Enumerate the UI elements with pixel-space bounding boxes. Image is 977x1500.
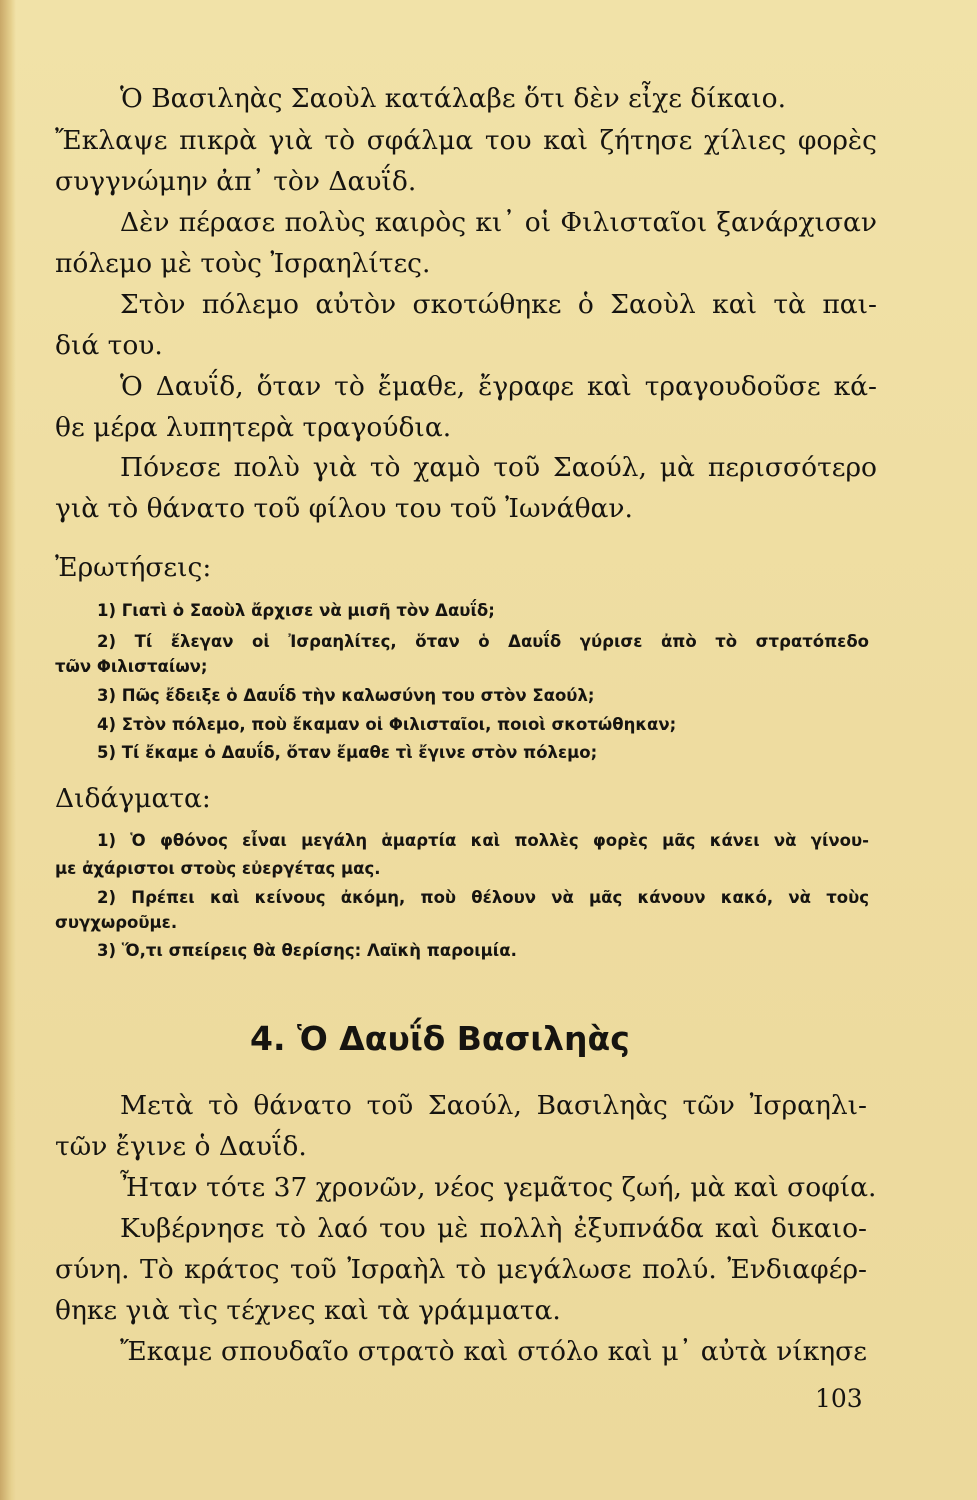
chapter-line-1: Μετὰ τὸ θάνατο τοῦ Σαούλ, Βασιληὰς τῶν Ἰσραηλι- (120, 1090, 867, 1121)
lesson-3: 3) Ὅ,τι σπείρεις θὰ θερίσης: Λαϊκὴ παροιμία. (97, 941, 517, 960)
chapter-line-3: Ἦταν τότε 37 χρονῶν, νέος γεμᾶτος ζωή, μὰ καὶ σοφία. (120, 1172, 877, 1203)
question-3: 3) Πῶς ἔδειξε ὁ Δαυΐδ τὴν καλωσύνη του στὸν Σαούλ; (97, 686, 595, 705)
chapter-line-7: Ἔκαμε σπουδαῖο στρατὸ καὶ στόλο καὶ μ᾿ αὐτὰ νίκησε (120, 1336, 867, 1367)
narrative-line-1: Ὁ Βασιληὰς Σαοὺλ κατάλαβε ὅτι δὲν εἶχε δίκαιο. (120, 83, 787, 114)
page-number: 103 (815, 1384, 863, 1413)
question-2-cont: τῶν Φιλισταίων; (55, 657, 208, 676)
narrative-line-4: Δὲν πέρασε πολὺς καιρὸς κι᾿ οἱ Φιλισταῖοι ξανάρχισαν (120, 207, 877, 238)
narrative-line-11: γιὰ τὸ θάνατο τοῦ φίλου του τοῦ Ἰωνάθαν. (55, 493, 633, 524)
lesson-1: 1) Ὁ φθόνος εἶναι μεγάλη ἁμαρτία καὶ πολλὲς φορὲς μᾶς κάνει νὰ γίνου- (97, 831, 869, 850)
question-4: 4) Στὸν πόλεμο, ποὺ ἔκαμαν οἱ Φιλισταῖοι, ποιοὶ σκοτώθηκαν; (97, 715, 677, 734)
lesson-2-cont: συγχωροῦμε. (55, 913, 178, 932)
chapter-heading: 4. Ὁ Δαυΐδ Βασιληὰς (250, 1019, 630, 1058)
narrative-line-7: διά του. (55, 330, 163, 361)
narrative-line-5: πόλεμο μὲ τοὺς Ἰσραηλίτες. (55, 248, 431, 279)
narrative-line-6: Στὸν πόλεμο αὐτὸν σκοτώθηκε ὁ Σαοὺλ καὶ τὰ παι- (120, 289, 877, 320)
lesson-2: 2) Πρέπει καὶ κείνους ἀκόμη, ποὺ θέλουν νὰ μᾶς κάνουν κακό, νὰ τοὺς (97, 888, 869, 907)
narrative-line-8: Ὁ Δαυΐδ, ὅταν τὸ ἔμαθε, ἔγραφε καὶ τραγουδοῦσε κά- (120, 371, 877, 402)
lesson-1-cont: με ἀχάριστοι στοὺς εὐεργέτας μας. (55, 859, 381, 878)
chapter-line-6: θηκε γιὰ τὶς τέχνες καὶ τὰ γράμματα. (55, 1295, 561, 1326)
narrative-line-3: συγγνώμην ἀπ᾿ τὸν Δαυΐδ. (55, 166, 417, 197)
chapter-line-4: Κυβέρνησε τὸ λαό του μὲ πολλὴ ἐξυπνάδα καὶ δικαιο- (120, 1213, 867, 1244)
page-edge-shadow (0, 0, 16, 1500)
chapter-line-2: τῶν ἔγινε ὁ Δαυΐδ. (55, 1131, 307, 1162)
chapter-line-5: σύνη. Τὸ κράτος τοῦ Ἰσραὴλ τὸ μεγάλωσε πολύ. Ἐνδιαφέρ- (55, 1254, 867, 1285)
narrative-line-9: θε μέρα λυπητερὰ τραγούδια. (55, 412, 452, 443)
question-1: 1) Γιατὶ ὁ Σαοὺλ ἄρχισε νὰ μισῆ τὸν Δαυΐδ; (97, 601, 495, 620)
narrative-line-10: Πόνεσε πολὺ γιὰ τὸ χαμὸ τοῦ Σαούλ, μὰ περισσότερο (120, 452, 877, 483)
narrative-line-2: Ἔκλαψε πικρὰ γιὰ τὸ σφάλμα του καὶ ζήτησε χίλιες φορὲς (55, 125, 877, 156)
questions-title: Ἐρωτήσεις: (55, 552, 212, 583)
question-2: 2) Τί ἔλεγαν οἱ Ἰσραηλίτες, ὅταν ὁ Δαυΐδ γύρισε ἀπὸ τὸ στρατόπεδο (97, 632, 869, 651)
lessons-title: Διδάγματα: (55, 783, 211, 814)
question-5: 5) Τί ἔκαμε ὁ Δαυΐδ, ὅταν ἔμαθε τὶ ἔγινε στὸν πόλεμο; (97, 743, 598, 762)
